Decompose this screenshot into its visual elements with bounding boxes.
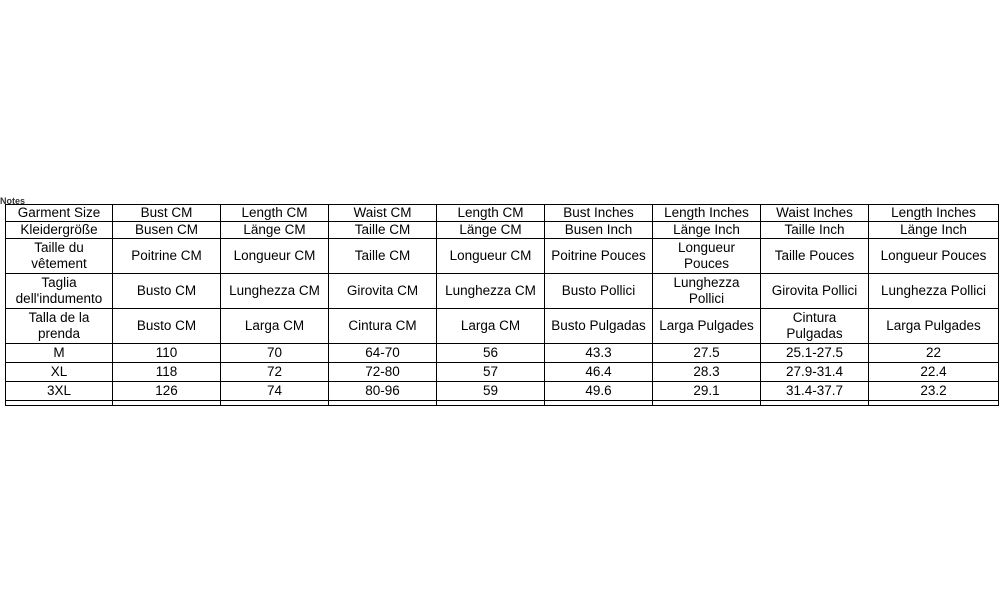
value-cell: 74 <box>221 382 329 401</box>
header-cell: Girovita CM <box>329 274 437 309</box>
header-cell: Lunghezza CM <box>221 274 329 309</box>
row-label-cell: Garment Size <box>6 205 113 222</box>
header-cell: Waist CM <box>329 205 437 222</box>
value-cell: 31.4-37.7 <box>761 382 869 401</box>
header-cell: Lunghezza Pollici <box>653 274 761 309</box>
header-cell: Busto Pulgadas <box>545 309 653 344</box>
empty-cell <box>113 401 221 406</box>
empty-cell <box>545 401 653 406</box>
header-cell: Larga Pulgades <box>869 309 999 344</box>
value-cell: 110 <box>113 344 221 363</box>
header-cell: Cintura Pulgadas <box>761 309 869 344</box>
header-cell: Taille Inch <box>761 222 869 239</box>
value-cell: 27.5 <box>653 344 761 363</box>
clipped-sheet-label: Notes <box>0 197 26 204</box>
header-cell: Länge CM <box>221 222 329 239</box>
header-cell: Länge Inch <box>653 222 761 239</box>
value-cell: 49.6 <box>545 382 653 401</box>
header-row <box>6 205 999 222</box>
header-row <box>6 274 999 309</box>
header-cell: Busto CM <box>113 274 221 309</box>
header-row <box>6 239 999 274</box>
empty-cell <box>6 401 113 406</box>
header-cell: Busen Inch <box>545 222 653 239</box>
value-cell: 72 <box>221 363 329 382</box>
size-cell: 3XL <box>6 382 113 401</box>
table-row <box>6 363 999 382</box>
size-cell: XL <box>6 363 113 382</box>
header-cell: Larga CM <box>437 309 545 344</box>
header-cell: Cintura CM <box>329 309 437 344</box>
empty-cell <box>653 401 761 406</box>
header-cell: Länge Inch <box>869 222 999 239</box>
row-label-cell: Taille du vêtement <box>6 239 113 274</box>
header-cell: Lunghezza CM <box>437 274 545 309</box>
header-cell: Busto CM <box>113 309 221 344</box>
header-cell: Longueur Pouces <box>869 239 999 274</box>
header-cell: Lunghezza Pollici <box>869 274 999 309</box>
value-cell: 27.9-31.4 <box>761 363 869 382</box>
value-cell: 29.1 <box>653 382 761 401</box>
header-cell: Length Inches <box>869 205 999 222</box>
size-cell: M <box>6 344 113 363</box>
empty-cell <box>221 401 329 406</box>
header-cell: Bust Inches <box>545 205 653 222</box>
header-cell: Length CM <box>437 205 545 222</box>
empty-cell <box>761 401 869 406</box>
header-cell: Girovita Pollici <box>761 274 869 309</box>
value-cell: 72-80 <box>329 363 437 382</box>
value-cell: 80-96 <box>329 382 437 401</box>
value-cell: 126 <box>113 382 221 401</box>
value-cell: 43.3 <box>545 344 653 363</box>
value-cell: 64-70 <box>329 344 437 363</box>
row-label-cell: Kleidergröße <box>6 222 113 239</box>
value-cell: 23.2 <box>869 382 999 401</box>
header-cell: Length Inches <box>653 205 761 222</box>
empty-cell <box>869 401 999 406</box>
header-cell: Busto Pollici <box>545 274 653 309</box>
value-cell: 59 <box>437 382 545 401</box>
header-cell: Poitrine CM <box>113 239 221 274</box>
header-cell: Larga Pulgades <box>653 309 761 344</box>
empty-cell <box>437 401 545 406</box>
header-cell: Länge CM <box>437 222 545 239</box>
header-cell: Taille CM <box>329 239 437 274</box>
row-label-cell: Taglia dell'indumento <box>6 274 113 309</box>
header-cell: Bust CM <box>113 205 221 222</box>
header-cell: Taille Pouces <box>761 239 869 274</box>
header-cell: Longueur Pouces <box>653 239 761 274</box>
header-cell: Longueur CM <box>437 239 545 274</box>
row-label-cell: Talla de la prenda <box>6 309 113 344</box>
value-cell: 46.4 <box>545 363 653 382</box>
header-cell: Poitrine Pouces <box>545 239 653 274</box>
value-cell: 25.1-27.5 <box>761 344 869 363</box>
value-cell: 28.3 <box>653 363 761 382</box>
header-cell: Busen CM <box>113 222 221 239</box>
value-cell: 57 <box>437 363 545 382</box>
header-cell: Length CM <box>221 205 329 222</box>
header-cell: Longueur CM <box>221 239 329 274</box>
table-row <box>6 382 999 401</box>
value-cell: 56 <box>437 344 545 363</box>
header-cell: Taille CM <box>329 222 437 239</box>
empty-cell <box>329 401 437 406</box>
value-cell: 22 <box>869 344 999 363</box>
header-row <box>6 222 999 239</box>
header-row <box>6 309 999 344</box>
size-chart-table <box>5 204 999 406</box>
value-cell: 70 <box>221 344 329 363</box>
header-cell: Waist Inches <box>761 205 869 222</box>
table-row <box>6 344 999 363</box>
value-cell: 22.4 <box>869 363 999 382</box>
value-cell: 118 <box>113 363 221 382</box>
clipped-row <box>6 401 999 406</box>
header-cell: Larga CM <box>221 309 329 344</box>
